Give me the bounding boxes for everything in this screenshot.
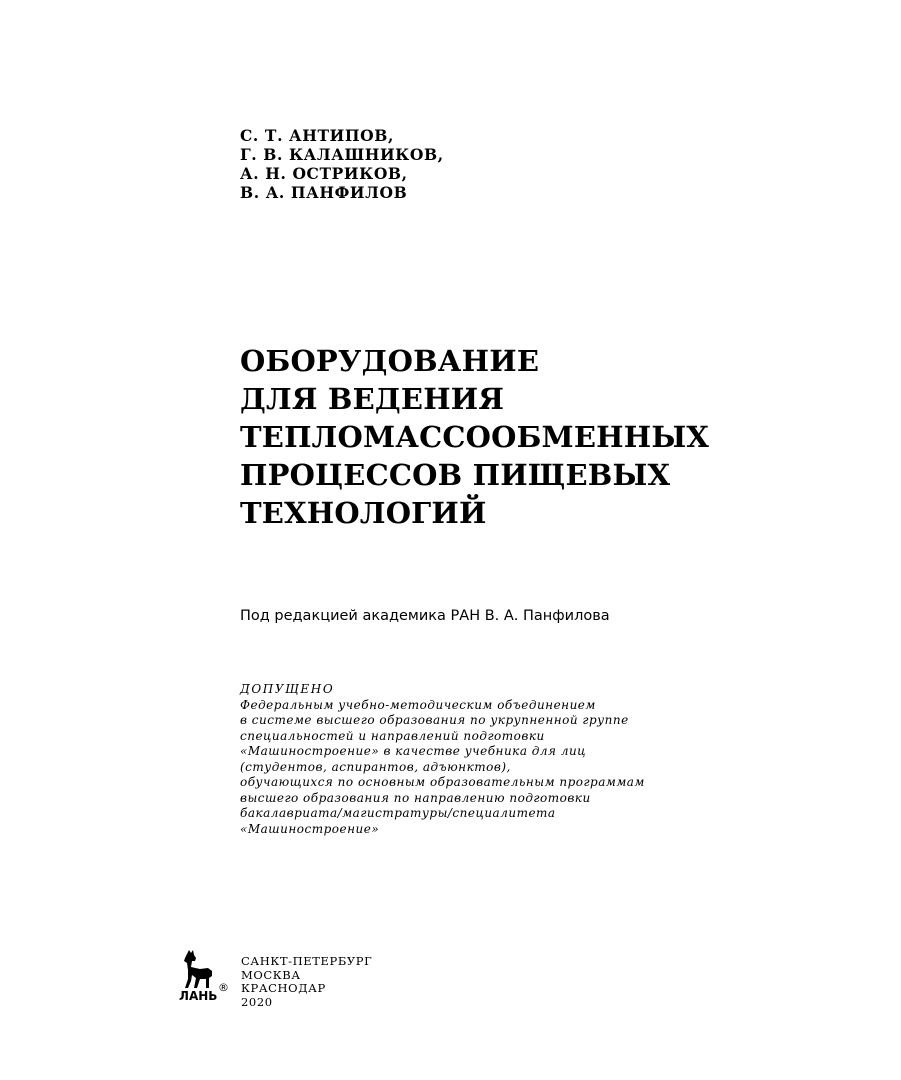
editor-line: Под редакцией академика РАН В. А. Панфилова (240, 608, 610, 624)
title-line: ОБОРУДОВАНИЕ (240, 344, 540, 378)
publication-year: 2020 (241, 994, 273, 1009)
approval-line: специальностей и направлений подготовки (240, 728, 545, 743)
approval-heading: ДОПУЩЕНО (240, 682, 335, 696)
publisher-city: КРАСНОДАР (241, 981, 326, 995)
approval-line: «Машиностроение» (240, 821, 380, 836)
authors-block (240, 126, 444, 202)
publisher-block (241, 955, 372, 1009)
book-title (240, 342, 709, 532)
approval-line: высшего образования по направлению подготовки (240, 790, 591, 805)
registered-mark: ® (218, 981, 229, 994)
author-name: В. А. ПАНФИЛОВ (240, 183, 408, 202)
approval-line: обучающихся по основным образовательным программам (240, 775, 645, 789)
approval-line: (студентов, аспирантов, адъюнктов), (240, 759, 511, 774)
title-line: ДЛЯ ВЕДЕНИЯ (240, 382, 505, 416)
approval-block (240, 682, 645, 837)
approval-line: «Машиностроение» в качестве учебника для лиц (240, 744, 587, 758)
logo-text: ЛАНЬ (179, 989, 218, 1003)
author-name: Г. В. КАЛАШНИКОВ, (240, 145, 444, 164)
approval-line: в системе высшего образования по укрупненной группе (240, 713, 629, 727)
title-line: ПРОЦЕССОВ ПИЩЕВЫХ (240, 458, 671, 492)
publisher-city: САНКТ-ПЕТЕРБУРГ (241, 954, 373, 968)
approval-line: бакалавриата/магистратуры/специалитета (240, 806, 556, 820)
author-name: А. Н. ОСТРИКОВ, (240, 164, 408, 183)
author-name: С. Т. АНТИПОВ, (240, 126, 394, 145)
title-line: ТЕХНОЛОГИЙ (240, 496, 487, 530)
title-line: ТЕПЛОМАССООБМЕННЫХ (240, 420, 710, 454)
publisher-city: МОСКВА (241, 967, 301, 982)
approval-line: Федеральным учебно-методическим объединением (240, 697, 596, 712)
